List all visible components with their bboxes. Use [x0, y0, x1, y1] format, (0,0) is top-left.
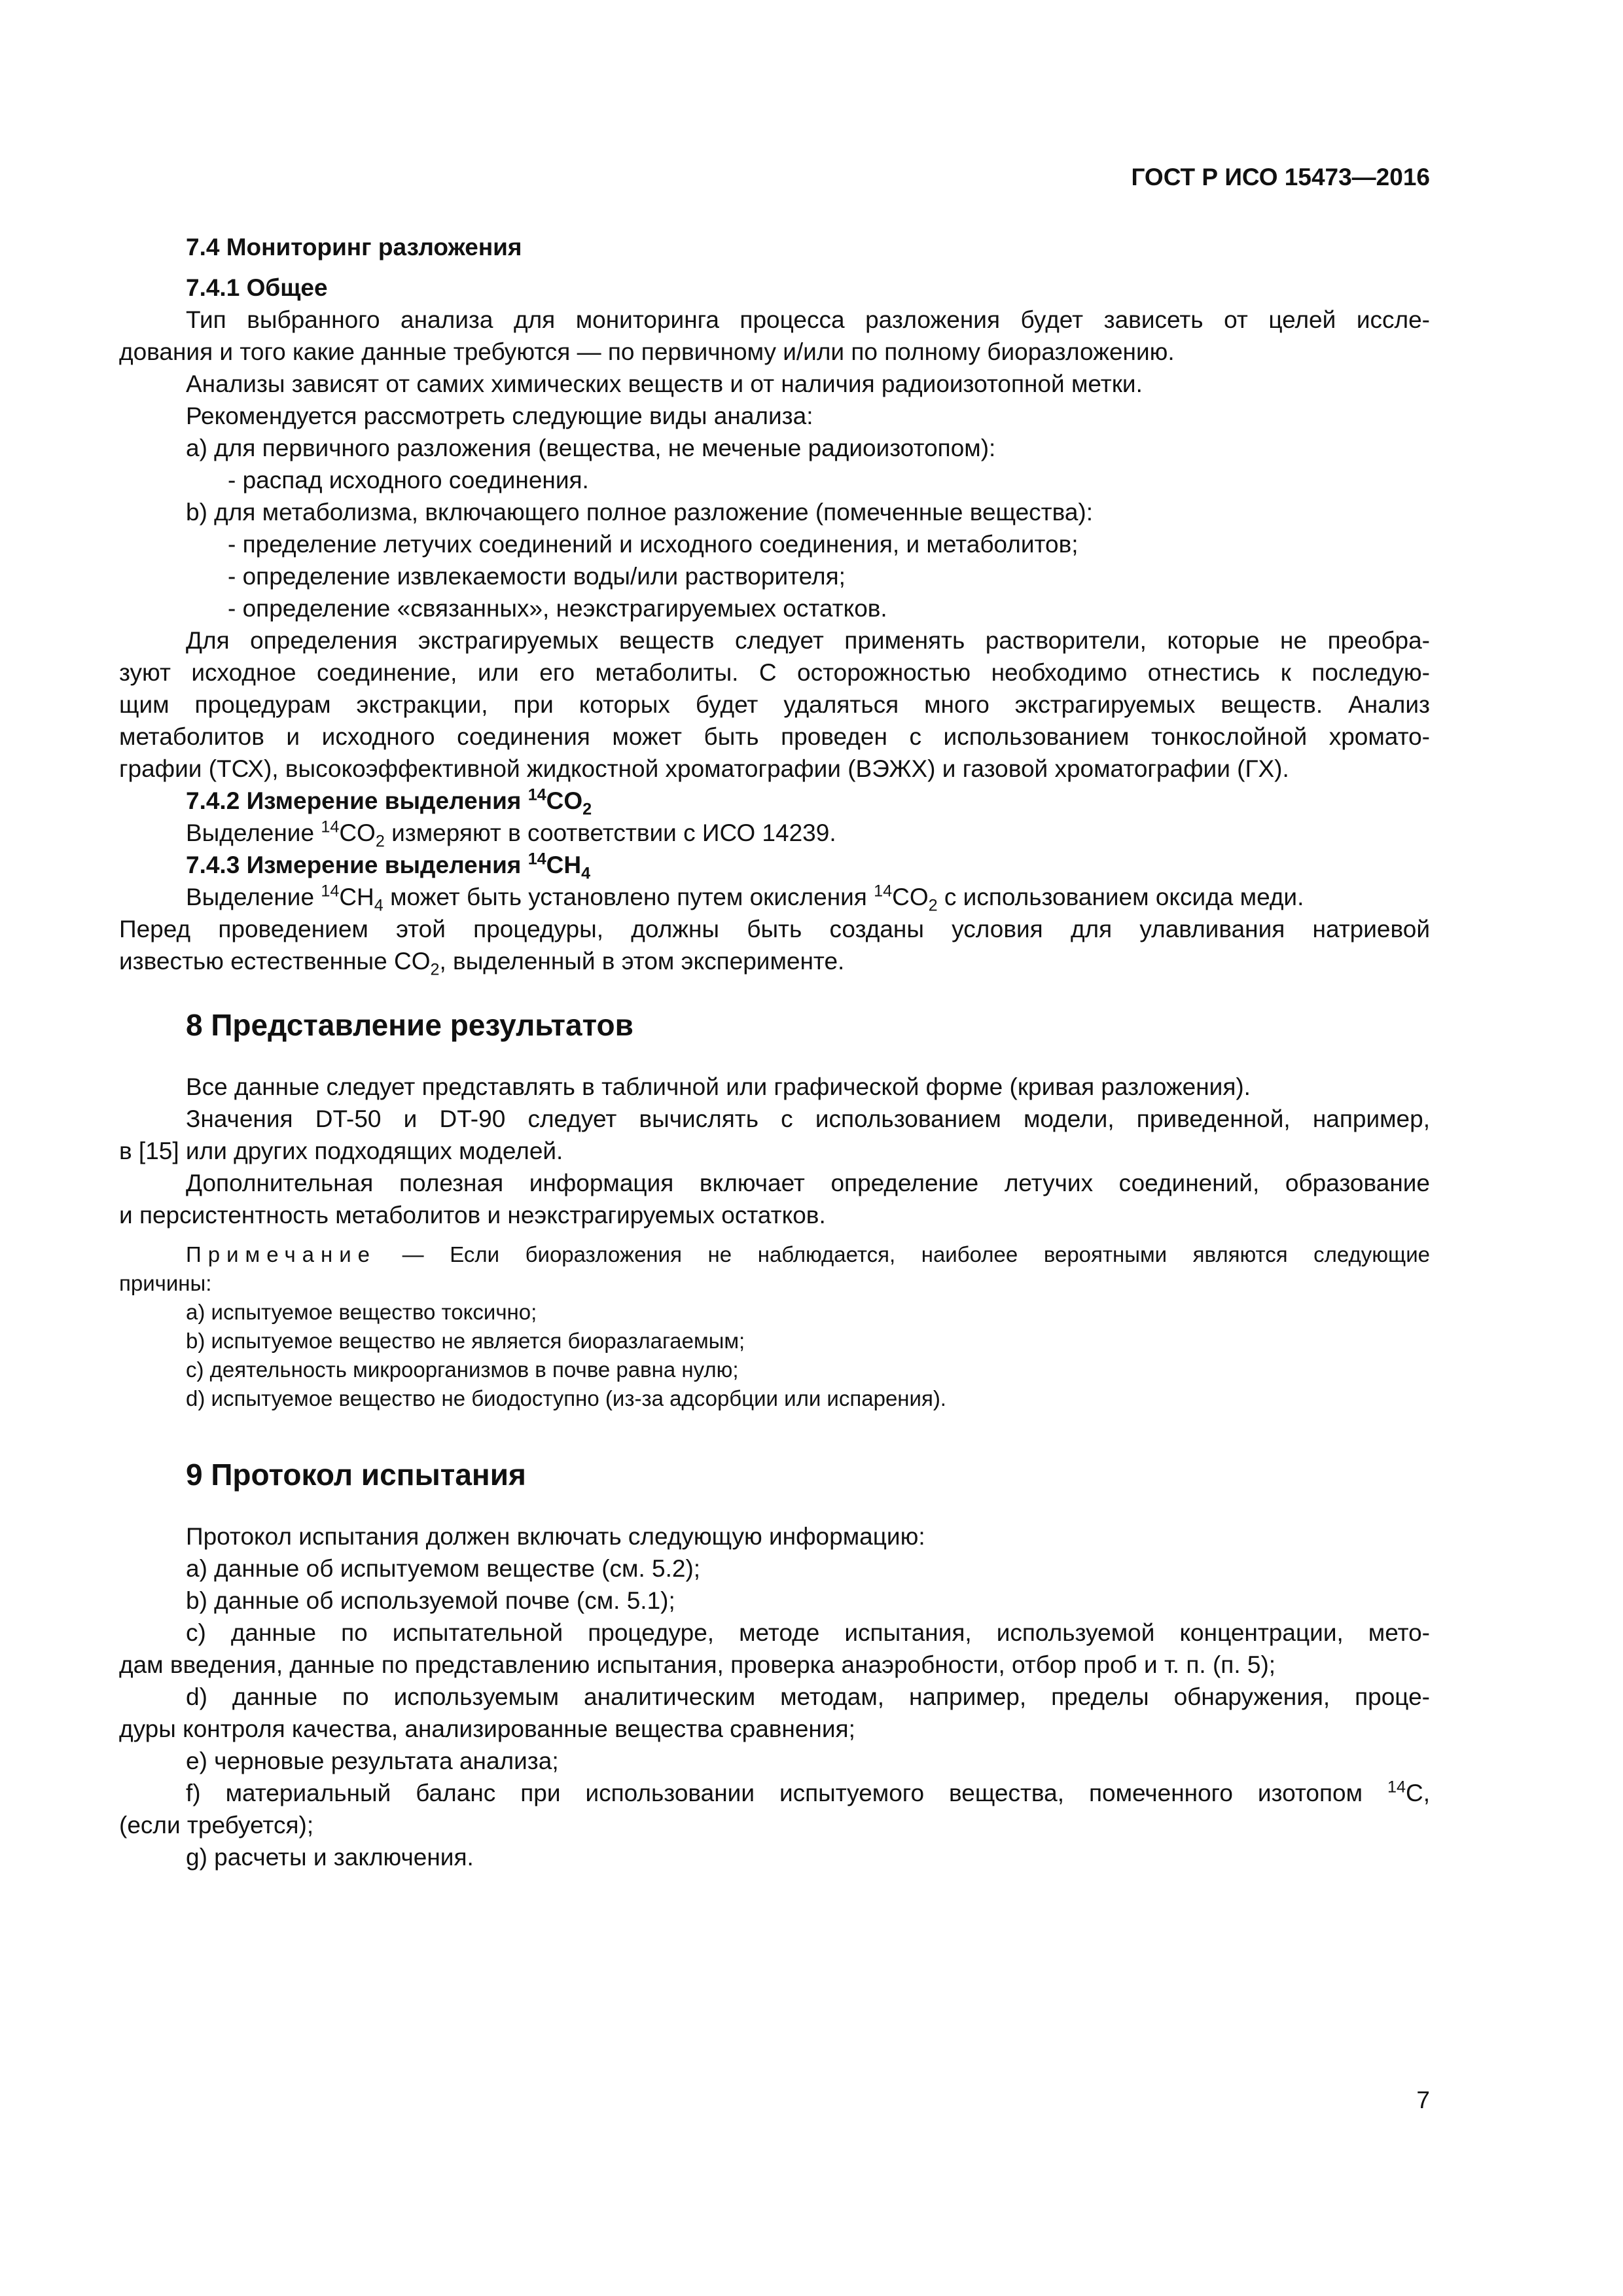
page-number: 7 — [1416, 2087, 1430, 2113]
list-item-line: (если требуется); — [119, 1812, 314, 1839]
document-id: ГОСТ Р ИСО 15473—2016 — [1131, 164, 1430, 190]
c14-isotope: $^{14}$С, — [1387, 1778, 1431, 1806]
paragraph-line: дования и того какие данные требуются — по первичному и/или по полному биоразложению. — [119, 338, 1175, 365]
paragraph: Рекомендуется рассмотреть следующие виды анализа: — [186, 403, 813, 429]
ch4-formula: $^{14}CH_4$ — [527, 850, 591, 883]
note-line: Примечание — Если биоразложения не наблюдается, наиболее вероятными являются следующие — [186, 1242, 1430, 1266]
list-item: a) данные об испытуемом веществе (см. 5.2); — [186, 1555, 701, 1582]
paragraph: Анализы зависят от самих химических веществ и от наличия радиоизотопной метки. — [186, 370, 1143, 397]
note-label: Примечание — [186, 1242, 377, 1266]
list-item: g) расчеты и заключения. — [186, 1844, 474, 1871]
list-item-line: дуры контроля качества, анализированные вещества сравнения; — [119, 1715, 855, 1742]
paragraph-line: Для определения экстрагируемых веществ следует применять растворители, которые не преобра- — [186, 627, 1430, 654]
section-9-title: 9 Протокол испытания — [186, 1458, 526, 1492]
list-item-line: f) материальный баланс при использовании испытуемого вещества, помеченного изотопом $^{14}$С, — [186, 1778, 1431, 1806]
list-subitem: - распад исходного соединения. — [228, 467, 589, 493]
note-line: причины: — [119, 1271, 212, 1295]
list-subitem: - пределение летучих соединений и исходного соединения, и метаболитов; — [228, 531, 1079, 558]
paragraph-line: и персистентность метаболитов и неэкстрагируемых остатков. — [119, 1202, 826, 1229]
co2-formula: $^{14}CO_2$ — [874, 882, 938, 915]
paragraph-line: в [15] или других подходящих моделей. — [119, 1138, 563, 1164]
co2-formula: $CO_2$ — [393, 948, 440, 979]
list-item: a) для первичного разложения (вещества, не меченые радиоизотопом): — [186, 435, 996, 461]
list-subitem: - определение «связанных», неэкстрагируемыех остатков. — [228, 595, 887, 622]
list-item-line: c) данные по испытательной процедуре, методе испытания, используемой концентрации, мето- — [186, 1619, 1430, 1646]
section-8-title: 8 Представление результатов — [186, 1008, 633, 1042]
paragraph-line: Тип выбранного анализа для мониторинга процесса разложения будет зависеть от целей иссле- — [186, 306, 1430, 333]
note-item: b) испытуемое вещество не является биоразлагаемым; — [186, 1329, 745, 1353]
paragraph-line: известью естественные $CO_2$, выделенный в этом эксперименте. — [119, 948, 845, 979]
paragraph: Выделение $^{14}CO_2$ измеряют в соответствии с ИСО 14239. — [186, 817, 836, 851]
paragraph-line: Перед проведением этой процедуры, должны быть созданы условия для улавливания натриевой — [119, 916, 1430, 942]
paragraph-line: метаболитов и исходного соединения может быть проведен с использованием тонкослойной хромато- — [119, 723, 1430, 750]
paragraph-line: Дополнительная полезная информация включает определение летучих соединений, образование — [186, 1170, 1430, 1196]
list-item: b) данные об используемой почве (см. 5.1); — [186, 1587, 675, 1614]
paragraph-line: зуют исходное соединение, или его метаболиты. С осторожностью необходимо отнестись к последую- — [119, 659, 1430, 686]
section-7-4-3-title: 7.4.3 Измерение выделения $^{14}CH_4$ — [186, 850, 591, 883]
list-item: e) черновые результата анализа; — [186, 1748, 559, 1774]
ch4-formula: $^{14}CH_4$ — [321, 882, 383, 915]
list-item: b) для метаболизма, включающего полное разложение (помеченные вещества): — [186, 499, 1094, 526]
paragraph-line: Выделение $^{14}CH_4$ может быть установлено путем окисления $^{14}CO_2$ с использованием оксида меди. — [186, 882, 1304, 915]
paragraph: Все данные следует представлять в табличной или графической форме (кривая разложения). — [186, 1073, 1251, 1100]
paragraph: Протокол испытания должен включать следующую информацию: — [186, 1523, 925, 1550]
section-7-4-title: 7.4 Мониторинг разложения — [186, 234, 522, 260]
paragraph-line: щим процедурам экстракции, при которых будет удаляться много экстрагируемых веществ. Анализ — [119, 691, 1430, 718]
co2-formula: $^{14}CO_2$ — [527, 785, 592, 819]
paragraph-line: Значения DT-50 и DT-90 следует вычислять с использованием модели, приведенной, например, — [186, 1105, 1430, 1132]
note-item: c) деятельность микроорганизмов в почве равна нулю; — [186, 1357, 739, 1382]
co2-formula: $^{14}CO_2$ — [321, 817, 385, 851]
note-item: a) испытуемое вещество токсично; — [186, 1300, 537, 1324]
list-item-line: d) данные по используемым аналитическим методам, например, пределы обнаружения, проце- — [186, 1683, 1430, 1710]
paragraph-line: графии (ТСХ), высокоэффективной жидкостной хроматографии (ВЭЖХ) и газовой хроматографии (ГХ). — [119, 755, 1289, 782]
section-7-4-2-title: 7.4.2 Измерение выделения $^{14}CO_2$ — [186, 785, 592, 819]
list-subitem: - определение извлекаемости воды/или растворителя; — [228, 563, 846, 590]
note-item: d) испытуемое вещество не биодоступно (из-за адсорбции или испарения). — [186, 1386, 946, 1410]
section-7-4-1-title: 7.4.1 Общее — [186, 274, 328, 301]
list-item-line: дам введения, данные по представлению испытания, проверка анаэробности, отбор проб и т. п. (п. 5); — [119, 1651, 1276, 1678]
